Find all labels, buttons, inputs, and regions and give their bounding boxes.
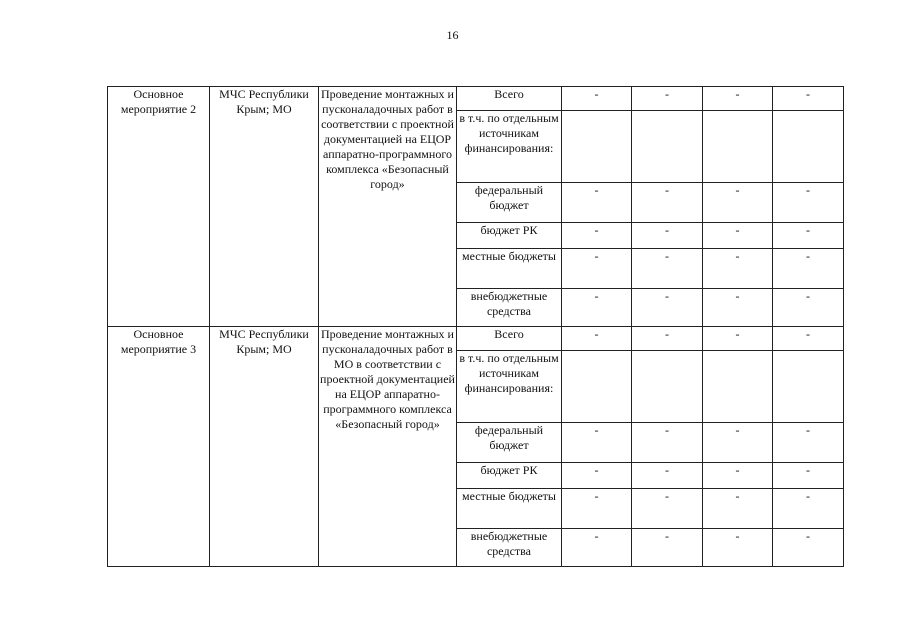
amount-cell: [632, 111, 703, 183]
amount-cell: -: [632, 289, 703, 327]
funding-source: в т.ч. по отдельным источникам финансирования:: [457, 111, 562, 183]
amount-cell: -: [773, 423, 844, 463]
funding-source: бюджет РК: [457, 463, 562, 489]
amount-cell: -: [773, 289, 844, 327]
amount-cell: -: [632, 463, 703, 489]
amount-cell: -: [773, 529, 844, 567]
amount-cell: -: [562, 489, 632, 529]
amount-cell: -: [562, 327, 632, 351]
amount-cell: -: [562, 183, 632, 223]
amount-cell: -: [703, 463, 773, 489]
amount-cell: -: [773, 249, 844, 289]
amount-cell: -: [773, 87, 844, 111]
amount-cell: -: [703, 489, 773, 529]
page-number: 16: [446, 28, 459, 42]
funding-source: федеральный бюджет: [457, 423, 562, 463]
table-row: [108, 87, 844, 111]
amount-cell: [562, 111, 632, 183]
amount-cell: -: [773, 327, 844, 351]
amount-cell: -: [773, 463, 844, 489]
amount-cell: -: [773, 183, 844, 223]
amount-cell: -: [562, 87, 632, 111]
funding-source: Всего: [457, 327, 562, 351]
amount-cell: [703, 351, 773, 423]
amount-cell: [562, 351, 632, 423]
amount-cell: -: [562, 289, 632, 327]
amount-cell: [632, 351, 703, 423]
funding-source: федеральный бюджет: [457, 183, 562, 223]
amount-cell: -: [703, 529, 773, 567]
amount-cell: -: [703, 327, 773, 351]
executor: МЧС Республики Крым; МО: [210, 327, 319, 567]
amount-cell: -: [562, 423, 632, 463]
amount-cell: -: [703, 289, 773, 327]
amount-cell: -: [773, 489, 844, 529]
amount-cell: -: [703, 87, 773, 111]
amount-cell: -: [773, 223, 844, 249]
funding-source: местные бюджеты: [457, 249, 562, 289]
executor: МЧС Республики Крым; МО: [210, 87, 319, 327]
amount-cell: -: [703, 249, 773, 289]
amount-cell: [773, 111, 844, 183]
amount-cell: [703, 111, 773, 183]
amount-cell: -: [632, 183, 703, 223]
funding-source: бюджет РК: [457, 223, 562, 249]
amount-cell: -: [562, 249, 632, 289]
amount-cell: -: [632, 489, 703, 529]
amount-cell: -: [703, 183, 773, 223]
amount-cell: -: [703, 423, 773, 463]
funding-source: местные бюджеты: [457, 489, 562, 529]
amount-cell: -: [632, 249, 703, 289]
funding-source: внебюджетные средства: [457, 289, 562, 327]
funding-table-body: [108, 87, 844, 567]
amount-cell: -: [632, 327, 703, 351]
amount-cell: -: [562, 223, 632, 249]
funding-source: внебюджетные средства: [457, 529, 562, 567]
amount-cell: -: [703, 223, 773, 249]
activity-description: Проведение монтажных и пусконаладочных работ в соответствии с проектной документацией на ЕЦОР аппаратно-программного комплекса «Безопасный город»: [319, 87, 457, 327]
funding-source: Всего: [457, 87, 562, 111]
amount-cell: [773, 351, 844, 423]
amount-cell: -: [632, 529, 703, 567]
table-row: [108, 327, 844, 351]
amount-cell: -: [562, 529, 632, 567]
activity-name: Основное мероприятие 3: [108, 327, 210, 567]
amount-cell: -: [632, 223, 703, 249]
amount-cell: -: [632, 423, 703, 463]
funding-source: в т.ч. по отдельным источникам финансирования:: [457, 351, 562, 423]
activity-description: Проведение монтажных и пусконаладочных работ в МО в соответствии с проектной документацией на ЕЦОР аппаратно-программного комплекса «Безопасный город»: [319, 327, 457, 567]
activity-name: Основное мероприятие 2: [108, 87, 210, 327]
amount-cell: -: [562, 463, 632, 489]
funding-table: [107, 86, 844, 567]
amount-cell: -: [632, 87, 703, 111]
